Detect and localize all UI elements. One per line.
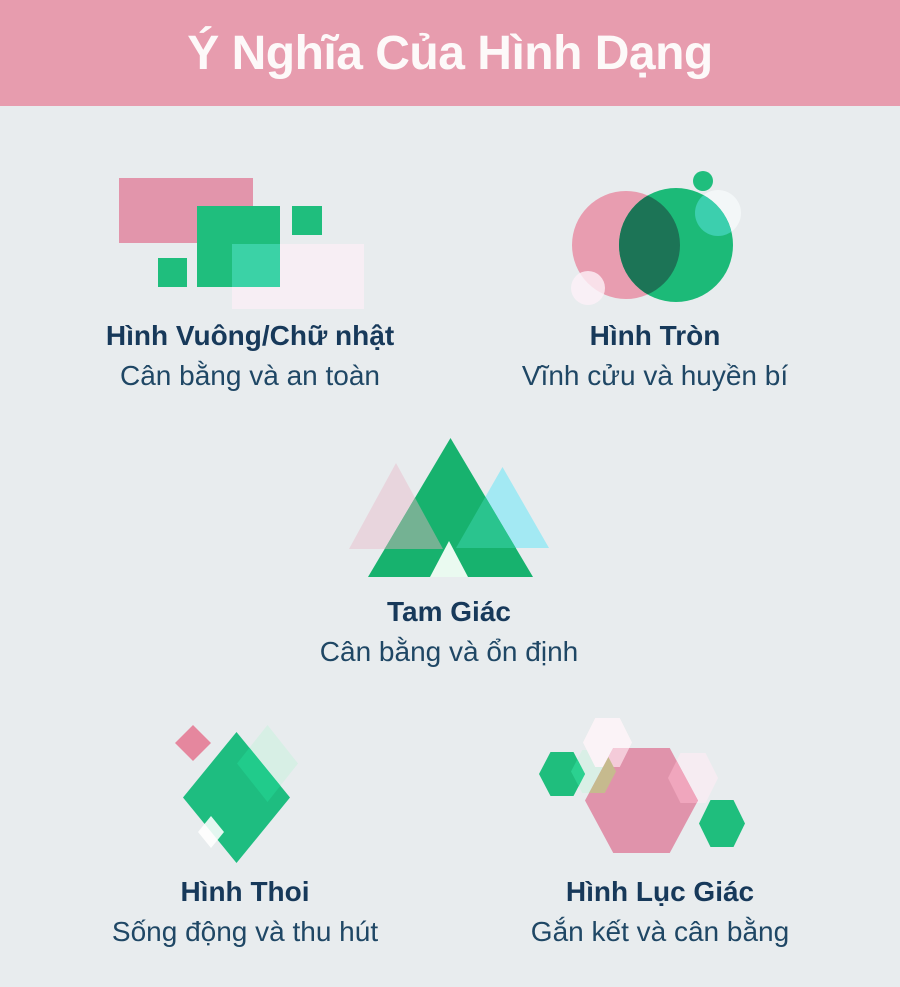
pink-diamond-shape [175,725,211,761]
squares-label [45,320,455,392]
group-caption: Cân bằng và ổn định [319,636,579,667]
circle-teal-patch [695,190,733,236]
rhombus-label [40,876,450,948]
circle-label [450,320,860,392]
group-caption: Vĩnh cửu và huyền bí [521,360,789,391]
triangle-label [249,596,649,668]
green-square-shape [197,206,280,287]
pale-pink-circle [571,271,605,305]
small-green-square-top [292,206,322,235]
group-title: Hình Thoi [180,876,310,907]
green-hexagon-right [699,800,745,847]
group-title: Hình Tròn [589,320,721,351]
group-caption: Gắn kết và cân bằng [530,916,790,947]
group-title: Tam Giác [387,596,511,627]
green-circle-shape [619,188,733,302]
group-title: Hình Vuông/Chữ nhật [105,320,395,351]
header-banner [0,0,900,106]
group-caption: Sống động và thu hút [111,916,379,947]
square-overlap-patch [232,244,280,287]
group-caption: Cân bằng và an toàn [120,360,380,391]
hexagon-label [455,876,865,948]
circle-overlap-lens [619,191,680,299]
small-green-dot [693,171,713,191]
page-title: Ý Nghĩa Của Hình Dạng [187,26,713,80]
group-title: Hình Lục Giác [565,876,755,907]
small-green-square-bottom [158,258,187,287]
